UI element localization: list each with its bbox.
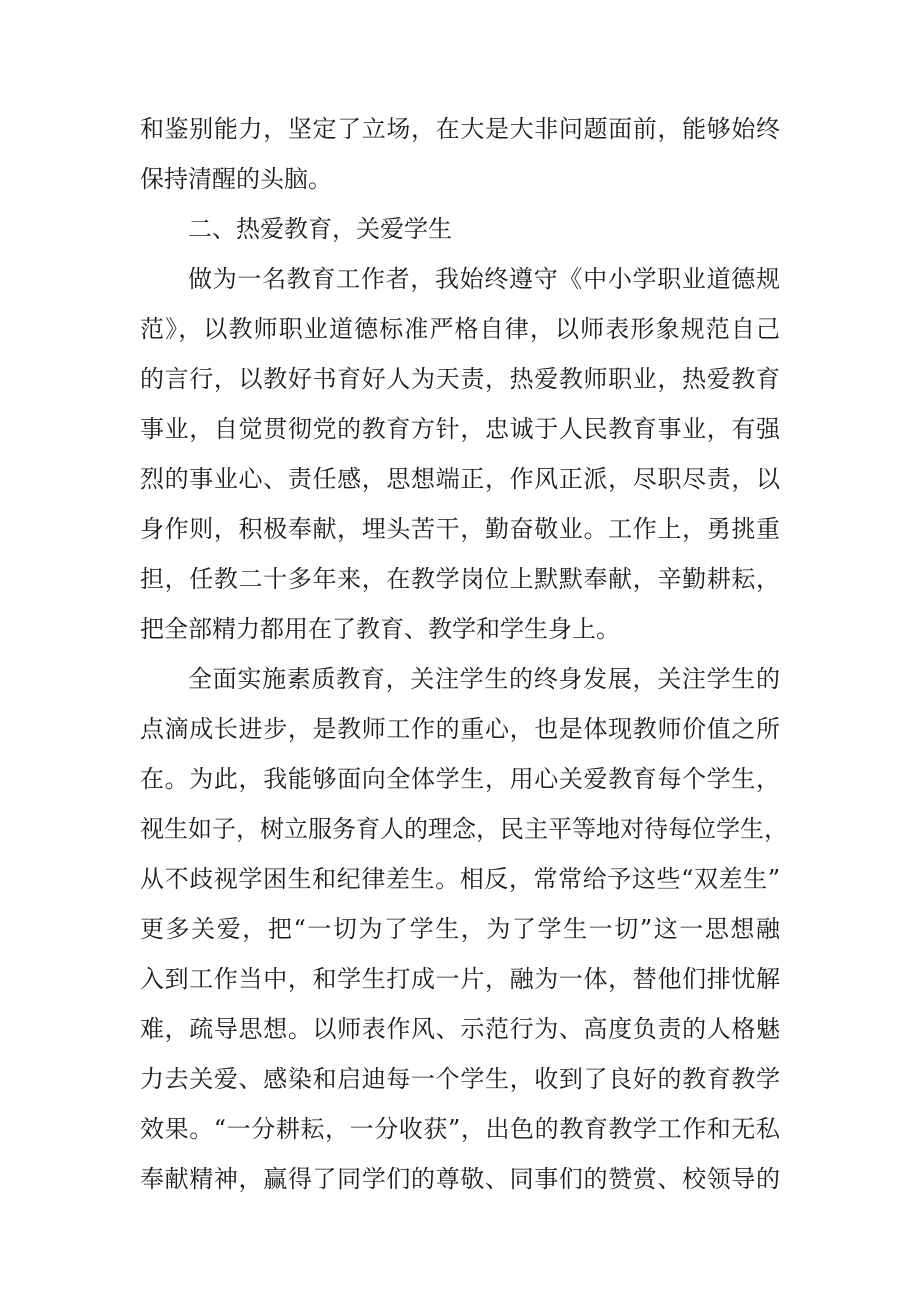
text-line: 力去关爱、感染和启迪每一个学生，收到了良好的教育教学 — [140, 1065, 780, 1093]
document-body — [140, 104, 788, 1204]
text-line: 点滴成长进步，是教师工作的重心，也是体现教师价值之所 — [140, 715, 780, 743]
text-line: 把全部精力都用在了教育、教学和学生身上。 — [140, 615, 620, 643]
text-line: 从不歧视学困生和纪律差生。相反，常常给予这些“双差生” — [140, 865, 780, 893]
text-line: 烈的事业心、责任感，思想端正，作风正派，尽职尽责，以 — [140, 465, 780, 493]
text-line: 事业，自觉贯彻党的教育方针，忠诚于人民教育事业，有强 — [140, 415, 780, 443]
text-line: 的言行，以教好书育好人为天责，热爱教师职业，热爱教育 — [140, 365, 780, 393]
text-line: 效果。“一分耕耘，一分收获”，出色的教育教学工作和无私 — [140, 1115, 780, 1143]
text-line: 全面实施素质教育，关注学生的终身发展，关注学生的 — [188, 665, 780, 693]
text-line: 保持清醒的头脑。 — [140, 165, 332, 193]
text-line: 做为一名教育工作者，我始终遵守《中小学职业道德规 — [188, 265, 780, 293]
text-line: 难，疏导思想。以师表作风、示范行为、高度负责的人格魅 — [140, 1015, 780, 1043]
text-line: 和鉴别能力，坚定了立场，在大是大非问题面前，能够始终 — [140, 115, 780, 143]
text-line: 担，任教二十多年来，在教学岗位上默默奉献，辛勤耕耘， — [140, 565, 780, 593]
text-line: 更多关爱，把“一切为了学生，为了学生一切”这一思想融 — [140, 915, 780, 943]
text-line: 范》，以教师职业道德标准严格自律，以师表形象规范自己 — [140, 315, 780, 343]
section-heading: 二、热爱教育，关爱学生 — [188, 215, 452, 243]
text-line: 视生如子，树立服务育人的理念，民主平等地对待每位学生， — [140, 815, 788, 843]
text-line: 身作则，积极奉献，埋头苦干，勤奋敬业。工作上，勇挑重 — [140, 515, 780, 543]
text-line: 入到工作当中，和学生打成一片，融为一体，替他们排忧解 — [140, 965, 780, 993]
text-line: 在。为此，我能够面向全体学生，用心关爱教育每个学生， — [140, 765, 780, 793]
text-line: 奉献精神，赢得了同学们的尊敬、同事们的赞赏、校领导的 — [140, 1165, 780, 1193]
